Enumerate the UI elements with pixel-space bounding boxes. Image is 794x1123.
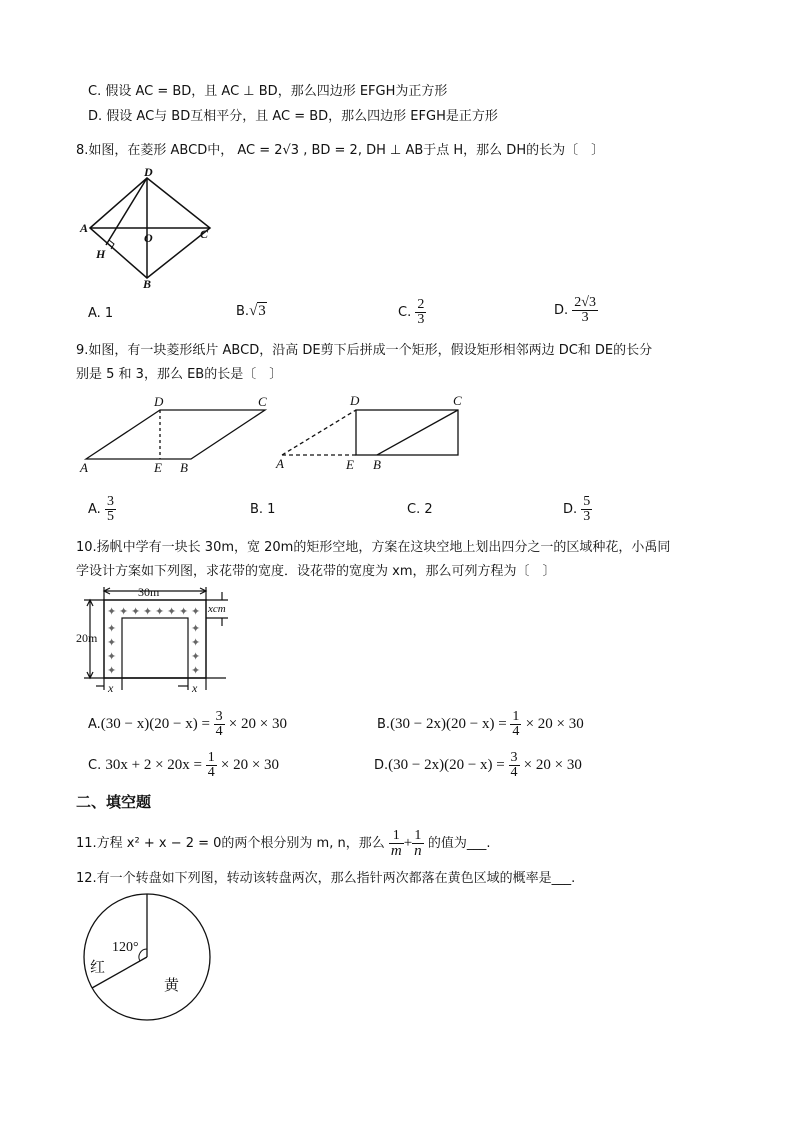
frac-den: 3 [417,312,425,327]
svg-text:✦: ✦ [131,606,141,618]
q10-option-b-expr: (30 − 2x)(20 − x) = [390,716,511,732]
q9-label-d2: D [350,393,360,408]
frac-den: 4 [510,765,518,780]
q9-label-e2: E [346,457,354,472]
frac-num: 1 [207,750,215,765]
q9-option-d [563,495,592,524]
q10-flower-marks [107,606,200,677]
q8-label-c: C [200,227,209,241]
q9-stem-line2: 别是 5 和 3，那么 EB的长是〔 〕 [76,367,283,382]
q10-option-a-fraction [214,710,225,739]
frac-num: 5 [583,494,591,509]
frac-den: 3 [583,509,591,524]
q12-angle-label: 120° [112,940,139,955]
q12-spinner-figure [80,890,215,1025]
q8-option-b-label: B. [236,304,250,319]
q7-option-c: C. 假设 AC = BD，且 AC ⊥ BD，那么四边形 EFGH为正方形 [88,84,448,99]
q7-option-d: D. 假设 AC与 BD互相平分，且 AC = BD，那么四边形 EFGH是正方形 [88,109,498,124]
q10-stem-line1: 10.扬帆中学有一块长 30m，宽 20m的矩形空地，方案在这块空地上划出四分之一的区域种花，小禹同 [76,540,671,555]
q9-rectangle-diagonal [377,410,458,455]
q9-label-b2: B [373,457,381,472]
frac-num: 1 [389,829,404,844]
q10-option-b [377,710,584,739]
q10-option-c [88,751,279,780]
q11-plus: + [403,835,413,851]
q9-stem-line1: 9.如图，有一块菱形纸片 ABCD，沿高 DE剪下后拼成一个矩形，假设矩形相邻两边 DC和 DE的长分 [76,343,653,358]
q8-option-d-label: D. [554,303,569,318]
frac-den: 3 [581,310,589,325]
q10-label-20m: 20m [76,631,98,645]
q8-altitude-dh [106,178,147,245]
svg-text:✦: ✦ [119,606,129,618]
q9-label-d: D [154,394,164,409]
q10-flowerbed-figure [76,582,246,697]
q10-option-a-expr: (30 − x)(20 − x) = [100,716,214,732]
q8-option-c-fraction [415,298,426,327]
q10-stem-line2: 学设计方案如下列图，求花带的宽度．设花带的宽度为 xm，那么可列方程为〔 〕 [76,564,556,579]
svg-text:✦: ✦ [179,606,189,618]
frac-den: 5 [106,509,114,524]
svg-text:✦: ✦ [155,606,165,618]
q9-label-a2: A [276,456,284,471]
q10-option-c-expr: 30x + 2 × 20x = [105,757,206,773]
q11-fraction-1 [389,829,404,858]
q8-label-h: H [96,247,106,261]
q10-option-d-label: D. [374,758,389,773]
q10-option-d-expr: (30 − 2x)(20 − x) = [388,757,509,773]
q11-fraction-2 [412,829,424,858]
q10-option-a-label: A. [88,717,101,732]
q9-cut-dashed-ad [282,410,356,455]
frac-den: 4 [207,765,215,780]
q8-option-b-radicand: 3 [258,303,266,319]
svg-text:✦: ✦ [143,606,153,618]
svg-text:✦: ✦ [191,606,201,618]
q8-label-b: B [143,277,152,291]
q10-option-a-tail: × 20 × 30 [228,716,287,732]
q8-rhombus-figure [76,168,226,293]
q10-inner-rect [122,618,188,678]
q8-option-b [236,303,267,320]
q10-option-d [374,751,582,780]
frac-den: 4 [215,724,223,739]
svg-text:✦: ✦ [167,606,177,618]
q9-option-d-fraction [581,495,592,524]
q9-option-a-label: A. [88,502,101,517]
q12-red-label: 红 [90,958,106,976]
q9-figures [76,392,476,477]
q9-label-b: B [180,460,188,475]
svg-text:✦: ✦ [107,637,117,649]
svg-text:✦: ✦ [107,665,117,677]
q10-option-c-tail: × 20 × 30 [220,757,280,773]
q10-option-b-label: B. [377,717,391,732]
frac-den: m [390,843,402,859]
q9-rhombus [86,410,265,459]
q10-option-d-fraction [509,751,520,780]
q10-label-x1: x [108,681,114,695]
q9-label-e: E [154,460,162,475]
q10-option-a [88,710,287,739]
frac-num: 2 [417,297,425,312]
q10-label-30m: 30m [138,585,160,599]
q8-option-c [398,298,426,327]
q12-stem: 12.有一个转盘如下列图，转动该转盘两次，那么指针两次都落在黄色区域的概率是___. [76,871,576,886]
q10-label-xcm: xcm [208,603,226,615]
frac-num: 3 [106,494,114,509]
svg-text:✦: ✦ [191,623,201,635]
q10-option-d-tail: × 20 × 30 [523,757,582,773]
q10-option-c-label: C. [88,758,102,773]
q10-option-c-fraction [206,751,217,780]
q8-label-a: A [80,221,89,235]
q8-label-o: O [144,231,153,245]
q9-label-a: A [80,460,88,475]
q8-option-c-label: C. [398,305,412,320]
svg-text:✦: ✦ [191,665,201,677]
q8-option-d [554,296,598,325]
q12-yellow-label: 黄 [164,976,180,994]
frac-num: 1 [412,829,424,844]
q9-option-a-fraction [105,495,116,524]
section-title-fill-in: 二、填空题 [76,793,152,811]
q11 [76,829,490,858]
frac-num: 3 [215,709,223,724]
q9-option-a [88,495,116,524]
frac-num: 1 [512,709,520,724]
q9-label-c: C [258,394,267,409]
q8-stem: 8.如图，在菱形 ABCD中， AC = 2√3 , BD = 2, DH ⊥ AB于点 H，那么 DH的长为〔 〕 [76,143,605,158]
q9-label-c2: C [453,393,462,408]
frac-num: 2√3 [574,295,596,310]
frac-den: 4 [512,724,520,739]
q9-option-d-label: D. [563,502,578,517]
frac-num: 3 [510,750,518,765]
q8-option-a: A. 1 [88,306,114,321]
svg-text:✦: ✦ [191,637,201,649]
q11-stem-post: 的值为___. [427,836,491,851]
q10-option-b-fraction [510,710,521,739]
svg-text:✦: ✦ [107,623,117,635]
frac-den: n [414,843,422,859]
q9-option-c: C. 2 [407,502,433,517]
q8-label-d: D [144,168,153,179]
q8-option-d-fraction [572,296,598,325]
q9-option-b: B. 1 [250,502,276,517]
q10-label-x2: x [192,681,198,695]
q9-rectangle [356,410,458,455]
svg-text:✦: ✦ [107,651,117,663]
q8-option-b-sqrt: √3 [249,303,266,319]
q11-stem-pre: 11.方程 x² + x − 2 = 0的两个根分别为 m, n，那么 [76,836,385,851]
q10-option-b-tail: × 20 × 30 [525,716,584,732]
svg-text:✦: ✦ [191,651,201,663]
svg-text:✦: ✦ [107,606,117,618]
